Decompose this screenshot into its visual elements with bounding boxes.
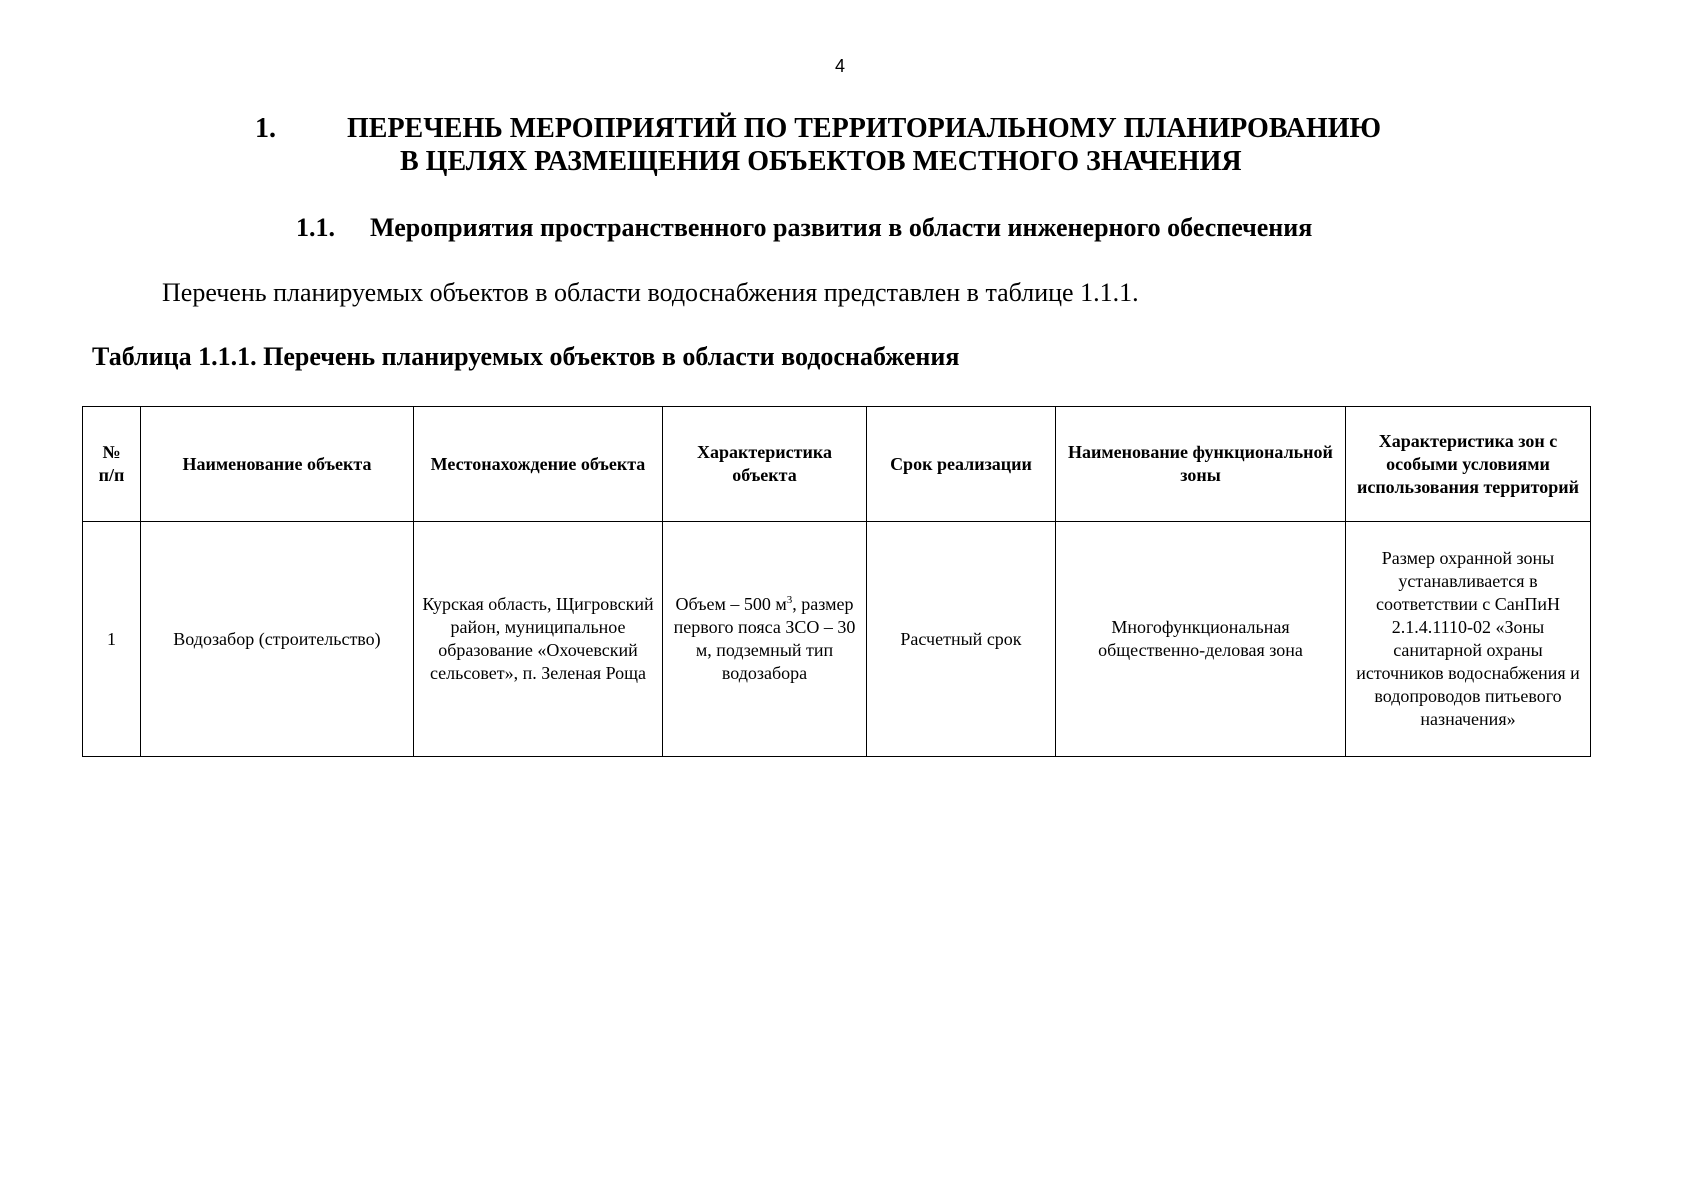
cell-characteristic: [663, 522, 867, 757]
subsection-title: Мероприятия пространственного развития в области инженерного обеспечения: [370, 213, 1313, 242]
page-number: 4: [834, 56, 845, 76]
cell-object-name: Водозабор (строительство): [141, 522, 414, 757]
cell-functional-zone: Многофункциональная общественно-деловая зона: [1056, 522, 1346, 757]
header-functional-zone: Наименование функциональной зоны: [1056, 407, 1346, 522]
subsection-number: 1.1.: [296, 213, 335, 242]
characteristic-volume: Объем – 500 м: [675, 594, 787, 614]
header-number-sign: №: [102, 442, 121, 462]
table-caption: Таблица 1.1.1. Перечень планируемых объектов в области водоснабжения: [92, 342, 960, 371]
header-object-name: Наименование объекта: [141, 407, 414, 522]
characteristic-volume-unit-power: 3: [786, 594, 793, 606]
characteristic-rest: размер первого пояса ЗСО – 30 м, подземный тип водозабора: [673, 594, 856, 683]
header-location: Местонахождение объекта: [414, 407, 663, 522]
header-number-label: п/п: [98, 465, 125, 485]
section-number: 1.: [255, 113, 276, 144]
intro-paragraph: Перечень планируемых объектов в области водоснабжения представлен в таблице 1.1.1.: [162, 278, 1139, 307]
characteristic-volume-comma: ,: [792, 594, 797, 614]
cell-location: Курская область, Щигровский район, муниципальное образование «Охочевский сельсовет», п. Зеленая Роща: [414, 522, 663, 757]
cell-term: Расчетный срок: [867, 522, 1056, 757]
objects-table: [82, 406, 1591, 757]
section-title-line1: ПЕРЕЧЕНЬ МЕРОПРИЯТИЙ ПО ТЕРРИТОРИАЛЬНОМУ ПЛАНИРОВАНИЮ: [347, 113, 1382, 144]
subsection-heading: [296, 213, 1312, 243]
header-term: Срок реализации: [867, 407, 1056, 522]
header-characteristic: Характеристика объекта: [663, 407, 867, 522]
section-title-line2: В ЦЕЛЯХ РАЗМЕЩЕНИЯ ОБЪЕКТОВ МЕСТНОГО ЗНАЧЕНИЯ: [400, 146, 1242, 177]
header-number: [83, 407, 141, 522]
table-row: [83, 522, 1591, 757]
cell-special-zones: Размер охранной зоны устанавливается в соответствии с СанПиН 2.1.4.1110-02 «Зоны санитарной охраны источников водоснабжения и водопроводов питьевого назначения»: [1346, 522, 1591, 757]
header-special-zones: Характеристика зон с особыми условиями использования территорий: [1346, 407, 1591, 522]
table-header-row: [83, 407, 1591, 522]
cell-number: 1: [83, 522, 141, 757]
